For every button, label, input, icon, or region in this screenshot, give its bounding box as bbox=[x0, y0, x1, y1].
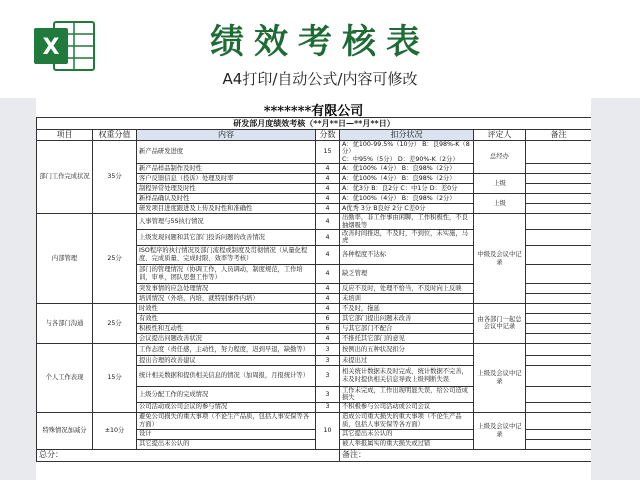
deduct-cell: 其它提出未公认的 bbox=[340, 429, 474, 439]
svg-text:X: X bbox=[42, 35, 60, 60]
deduct-cell: 各种程度不达标 bbox=[340, 245, 474, 264]
deduct-cell: 与其它部门不配合 bbox=[340, 323, 474, 333]
rater-cell: 中级及会议中记录 bbox=[474, 214, 526, 304]
section-weight: 25分 bbox=[93, 303, 137, 343]
deduct-cell: 不推托其它部门的意见 bbox=[340, 333, 474, 343]
remark-cell bbox=[526, 323, 592, 333]
section-weight: 25分 bbox=[93, 214, 137, 304]
content-cell: ISO程序的执行情况及部门流程或制度及贯彻情况（从量化程度、完成质量、完成时限、效率等考核） bbox=[137, 245, 316, 264]
table-row bbox=[37, 343, 592, 355]
rater-cell: 上级及会议中记录 bbox=[474, 343, 526, 412]
score-cell: 4 bbox=[316, 283, 340, 293]
score-cell: 3 bbox=[316, 343, 340, 355]
remark-cell bbox=[526, 164, 592, 174]
content-cell: 培训情况（外培，内培，就特别事件内培） bbox=[137, 293, 316, 303]
content-cell: 积极性和互动性 bbox=[137, 323, 316, 333]
deduct-cell: 按例出的五种状况扣分 bbox=[340, 343, 474, 355]
score-cell: 4 bbox=[316, 194, 340, 204]
content-cell: 新样品确认及时性 bbox=[137, 194, 316, 204]
remark-cell bbox=[526, 429, 592, 439]
footer-row bbox=[37, 449, 592, 461]
header-cell: 评定人 bbox=[474, 130, 526, 141]
sheet-area bbox=[0, 98, 640, 480]
remark-cell bbox=[526, 333, 592, 343]
rater-cell: 总经办 bbox=[474, 141, 526, 174]
banner bbox=[0, 0, 640, 100]
header-cell: 权重分值 bbox=[93, 130, 137, 141]
score-cell: 4 bbox=[316, 204, 340, 214]
section-name: 特殊情况加减分 bbox=[37, 412, 93, 449]
section-name: 内部管理 bbox=[37, 214, 93, 304]
deduct-cell: 未培训 bbox=[340, 293, 474, 303]
header-row bbox=[37, 130, 592, 141]
section-name: 部门工作完成状况 bbox=[37, 141, 93, 214]
deduct-cell: 不积极参与公司活动或公司会议 bbox=[340, 402, 474, 412]
remark-cell bbox=[526, 412, 592, 429]
score-cell: 3 bbox=[316, 355, 340, 365]
deduct-cell: 出勤率，非工作事由闲聊，工作积极性，不良抽烟吸等 bbox=[340, 214, 474, 230]
section-name: 与各部门沟通 bbox=[37, 303, 93, 343]
score-cell: 6 bbox=[316, 313, 340, 323]
rater-cell: 上级及会议中记录 bbox=[474, 412, 526, 449]
remark-cell bbox=[526, 141, 592, 164]
section-weight: ±10分 bbox=[93, 412, 137, 449]
remark-cell bbox=[526, 386, 592, 402]
table-row bbox=[37, 412, 592, 429]
deduct-cell: 相关统计数据未及时完成，统计数据不完善，未及时提供相关信息导致上级判断失误 bbox=[340, 365, 474, 386]
score-cell: 4 bbox=[316, 245, 340, 264]
content-cell: 新产品研发进度 bbox=[137, 141, 316, 164]
content-cell: 新产品样品制作及时性 bbox=[137, 164, 316, 174]
remark-cell bbox=[526, 365, 592, 386]
remark-cell bbox=[526, 230, 592, 246]
remark-cell bbox=[526, 439, 592, 449]
rater-cell: 上级 bbox=[474, 174, 526, 194]
rater-cell: 上级 bbox=[474, 194, 526, 214]
deduct-cell: 改善时间推迟，不及时，不到位，未实施，马虎 bbox=[340, 230, 474, 246]
remark-cell bbox=[526, 343, 592, 355]
remark-cell bbox=[526, 283, 592, 293]
score-cell: 6 bbox=[316, 323, 340, 333]
section-weight: 35分 bbox=[93, 141, 137, 214]
table-row bbox=[37, 303, 592, 313]
deduct-cell: 反应不及时，处理不恰当，不及时向上反映 bbox=[340, 283, 474, 293]
header-cell: 分数 bbox=[316, 130, 340, 141]
score-cell: 4 bbox=[316, 184, 340, 194]
score-cell: 4 bbox=[316, 333, 340, 343]
score-cell: 3 bbox=[316, 386, 340, 402]
content-cell: 工作态度（责任感，主动性，努力程度，迟到早退，缺勤等） bbox=[137, 343, 316, 355]
content-cell: 上级发现问题和其它部门投诉问题的改善情况 bbox=[137, 230, 316, 246]
score-cell: 4 bbox=[316, 303, 340, 313]
remark-label: 备注： bbox=[340, 449, 592, 461]
content-cell: 有效性 bbox=[137, 313, 316, 323]
deduct-cell: A优秀 3分 B良好 2分 C差0分 bbox=[340, 204, 474, 214]
deduct-cell: 工作未完成，工作出现明显失误，给公司造成损失 bbox=[340, 386, 474, 402]
score-cell: 4 bbox=[316, 264, 340, 283]
remark-cell bbox=[526, 214, 592, 230]
sheet-subtitle-row bbox=[37, 118, 592, 130]
deduct-cell: 其它部门提出问题未改善 bbox=[340, 313, 474, 323]
score-cell: 4 bbox=[316, 230, 340, 246]
content-cell: 提出合理的改善建议 bbox=[137, 355, 316, 365]
deduct-cell: A：优100%（4分） B：良98%（2分） bbox=[340, 174, 474, 184]
header-cell: 项目 bbox=[37, 130, 93, 141]
remark-cell bbox=[526, 264, 592, 283]
remark-cell bbox=[526, 303, 592, 313]
content-cell: 部门的管理情况（协调工作，人员调动，制度规范，工作培训，审单，团队思想工作等） bbox=[137, 264, 316, 283]
section-weight: 15分 bbox=[93, 343, 137, 412]
deduct-cell: 未提出过 bbox=[340, 355, 474, 365]
remark-cell bbox=[526, 402, 592, 412]
sheet-paper bbox=[36, 98, 591, 480]
company-name: *******有限公司 bbox=[263, 104, 364, 119]
section-name: 个人工作表现 bbox=[37, 343, 93, 412]
score-cell: 4 bbox=[316, 214, 340, 230]
score-cell: 3 bbox=[316, 365, 340, 386]
remark-cell bbox=[526, 184, 592, 194]
header-cell: 扣分状况 bbox=[340, 130, 474, 141]
deduct-cell: A：优100%（4分） B：良98%（2分） bbox=[340, 194, 474, 204]
table-row bbox=[37, 214, 592, 230]
score-cell: 3 bbox=[316, 402, 340, 412]
content-cell: 设计 bbox=[137, 429, 316, 439]
score-cell: 10 bbox=[316, 412, 340, 449]
deduct-cell: 不及时，拖延 bbox=[340, 303, 474, 313]
content-cell: 突发事情的应急处理情况 bbox=[137, 283, 316, 293]
deduct-cell: A：优3分 B：良2分 C：中1分 D：差0分 bbox=[340, 184, 474, 194]
deduct-cell: 被人举报属实的重大损失或过错 bbox=[340, 439, 474, 449]
header-cell: 内容 bbox=[137, 130, 316, 141]
remark-cell bbox=[526, 174, 592, 184]
banner-title: 绩效考核表 bbox=[210, 22, 430, 62]
content-cell: 避免公司损失的重大事项（不论生产品质，包括人事安保等各方面） bbox=[137, 412, 316, 429]
content-cell: 人事管理与5S执行情况 bbox=[137, 214, 316, 230]
score-cell: 4 bbox=[316, 174, 340, 184]
deduct-cell: 造成公司重大损失的重大事项（不论生产品质，包括人事安保等各方面） bbox=[340, 412, 474, 429]
score-cell: 4 bbox=[316, 164, 340, 174]
remark-cell bbox=[526, 204, 592, 214]
sheet-subtitle: 研发部月度绩效考核（**月**日—**月**日） bbox=[37, 118, 592, 130]
evaluation-table bbox=[36, 117, 591, 462]
content-cell: 研发项目进度跟进及上传及时性和准确性 bbox=[137, 204, 316, 214]
table-row bbox=[37, 141, 592, 164]
remark-cell bbox=[526, 194, 592, 204]
content-cell: 其它提出未公认的 bbox=[137, 439, 316, 449]
score-cell: 4 bbox=[316, 293, 340, 303]
remark-cell bbox=[526, 245, 592, 264]
remark-cell bbox=[526, 313, 592, 323]
content-cell: 会议提出问题改善状况 bbox=[137, 333, 316, 343]
content-cell: 公司活动或公司会议的参与情况 bbox=[137, 402, 316, 412]
rater-cell: 由各部门一起总会议中记录 bbox=[474, 303, 526, 343]
deduct-cell: A：优100%（4分） B：良98%（2分） bbox=[340, 164, 474, 174]
content-cell: 上级分配工作的完成情况 bbox=[137, 386, 316, 402]
deduct-cell: 缺乏管理 bbox=[340, 264, 474, 283]
header-cell: 备注 bbox=[526, 130, 592, 141]
content-cell: 统计相关数据和提供相关信息的情况（加周报，月报统计等） bbox=[137, 365, 316, 386]
deduct-cell: A：优100-99.5%（10分） B：良98%-K（8分） C：中95%（5分） D：差90%-K（2分） bbox=[340, 141, 474, 164]
remark-cell bbox=[526, 355, 592, 365]
content-cell: 制程异常处理及时性 bbox=[137, 184, 316, 194]
content-cell: 客户反馈信息（投诉）处理及时率 bbox=[137, 174, 316, 184]
banner-subtitle: A4打印/自动公式/内容可修改 bbox=[222, 70, 418, 88]
total-label: 总分： bbox=[37, 449, 340, 461]
remark-cell bbox=[526, 293, 592, 303]
score-cell: 15 bbox=[316, 141, 340, 164]
content-cell: 时效性 bbox=[137, 303, 316, 313]
